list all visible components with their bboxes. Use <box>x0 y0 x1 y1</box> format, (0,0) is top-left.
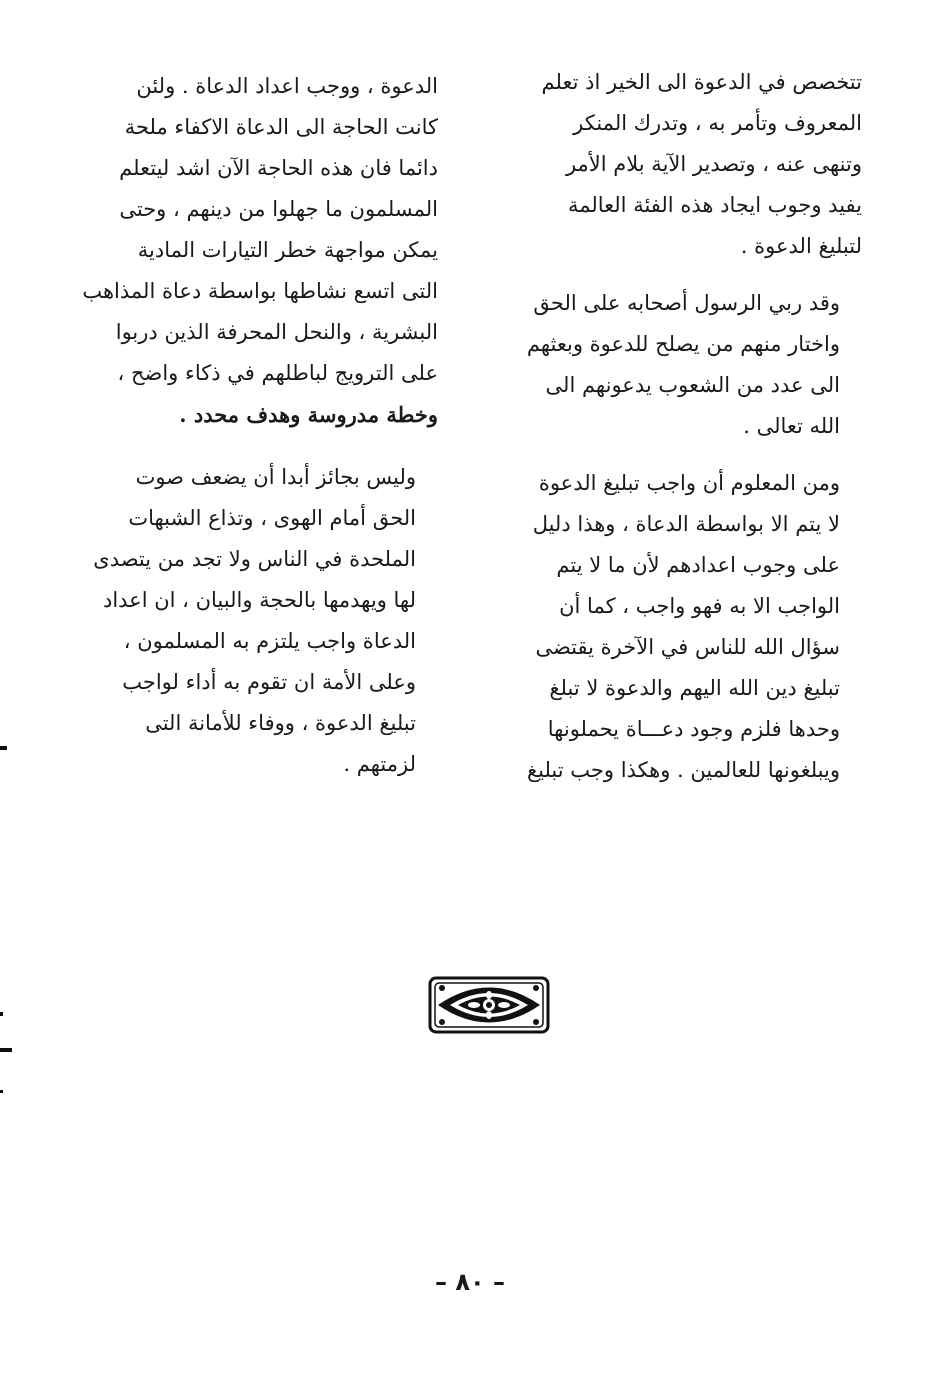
text-line: المعروف وتأمر به ، وتدرك المنكر <box>573 111 862 135</box>
text-line: تبليغ دين الله اليهم والدعوة لا تبلغ <box>549 676 840 700</box>
text-line: لا يتم الا بواسطة الدعاة ، وهذا دليل <box>532 512 840 536</box>
text-line: يفيد وجوب ايجاد هذه الفئة العالمة <box>567 193 862 217</box>
text-line: البشرية ، والنحل المحرفة الذين دربوا <box>115 320 438 344</box>
text-line: على الترويج لباطلهم في ذكاء واضح ، <box>117 361 438 385</box>
text-line: لتبليغ الدعوة . <box>740 234 862 258</box>
text-line: الله تعالى . <box>743 414 840 438</box>
paragraph <box>506 463 862 791</box>
text-line: كانت الحاجة الى الدعاة الاكفاء ملحة <box>124 115 438 139</box>
text-line: التى اتسع نشاطها بواسطة دعاة المذاهب <box>82 279 438 303</box>
scan-edge-mark <box>0 746 7 750</box>
text-line: المسلمون ما جهلوا من دينهم ، وحتى <box>119 197 438 221</box>
text-line: الحق أمام الهوى ، وتذاع الشبهات <box>128 506 416 530</box>
text-line: وليس بجائز أبدا أن يضعف صوت <box>135 465 416 489</box>
text-line: سؤال الله للناس في الآخرة يقتضى <box>535 635 840 659</box>
right-text-column <box>506 62 862 791</box>
text-line: تبليغ الدعوة ، ووفاء للأمانة التى <box>145 711 416 735</box>
text-line: لها ويهدمها بالحجة والبيان ، ان اعداد <box>102 588 416 612</box>
text-line: دائما فان هذه الحاجة الآن اشد ليتعلم <box>119 156 438 180</box>
text-line: وخطة مدروسة وهدف محدد . <box>179 402 438 427</box>
scan-edge-mark <box>0 1012 3 1016</box>
text-line: يمكن مواجهة خطر التيارات المادية <box>137 238 438 262</box>
text-line: على وجوب اعدادهم لأن ما لا يتم <box>556 553 840 577</box>
left-text-column <box>80 66 438 785</box>
decorative-ornament-icon <box>428 976 550 1034</box>
text-line: وعلى الأمة ان تقوم به أداء لواجب <box>122 670 416 694</box>
text-line: الدعوة ، ووجب اعداد الدعاة . ولئن <box>136 74 438 98</box>
text-line: الدعاة واجب يلتزم به المسلمون ، <box>123 629 416 653</box>
text-line: الملحدة في الناس ولا تجد من يتصدى <box>93 547 416 571</box>
text-line: الواجب الا به فهو واجب ، كما أن <box>559 594 840 618</box>
text-line: تتخصص في الدعوة الى الخير اذ تعلم <box>541 70 862 94</box>
scan-edge-mark <box>0 1048 12 1052</box>
paragraph <box>506 62 862 267</box>
scan-edge-mark <box>0 1090 3 1093</box>
paragraph <box>80 66 438 435</box>
text-line: ويبلغونها للعالمين . وهكذا وجب تبليغ <box>526 758 840 782</box>
text-line: ومن المعلوم أن واجب تبليغ الدعوة <box>538 471 840 495</box>
paragraph <box>80 457 438 785</box>
paragraph <box>506 283 862 447</box>
text-line: وقد ربي الرسول أصحابه على الحق <box>533 291 840 315</box>
text-line: وحدها فلزم وجود دعـــاة يحملونها <box>547 717 840 741</box>
text-line: واختار منهم من يصلح للدعوة وبعثهم <box>526 332 840 356</box>
text-line: وتنهى عنه ، وتصدير الآية بلام الأمر <box>565 152 862 176</box>
text-line: الى عدد من الشعوب يدعونهم الى <box>545 373 840 397</box>
page-number: – ٨٠ – <box>434 1268 505 1296</box>
text-line: لزمتهم . <box>343 752 416 776</box>
